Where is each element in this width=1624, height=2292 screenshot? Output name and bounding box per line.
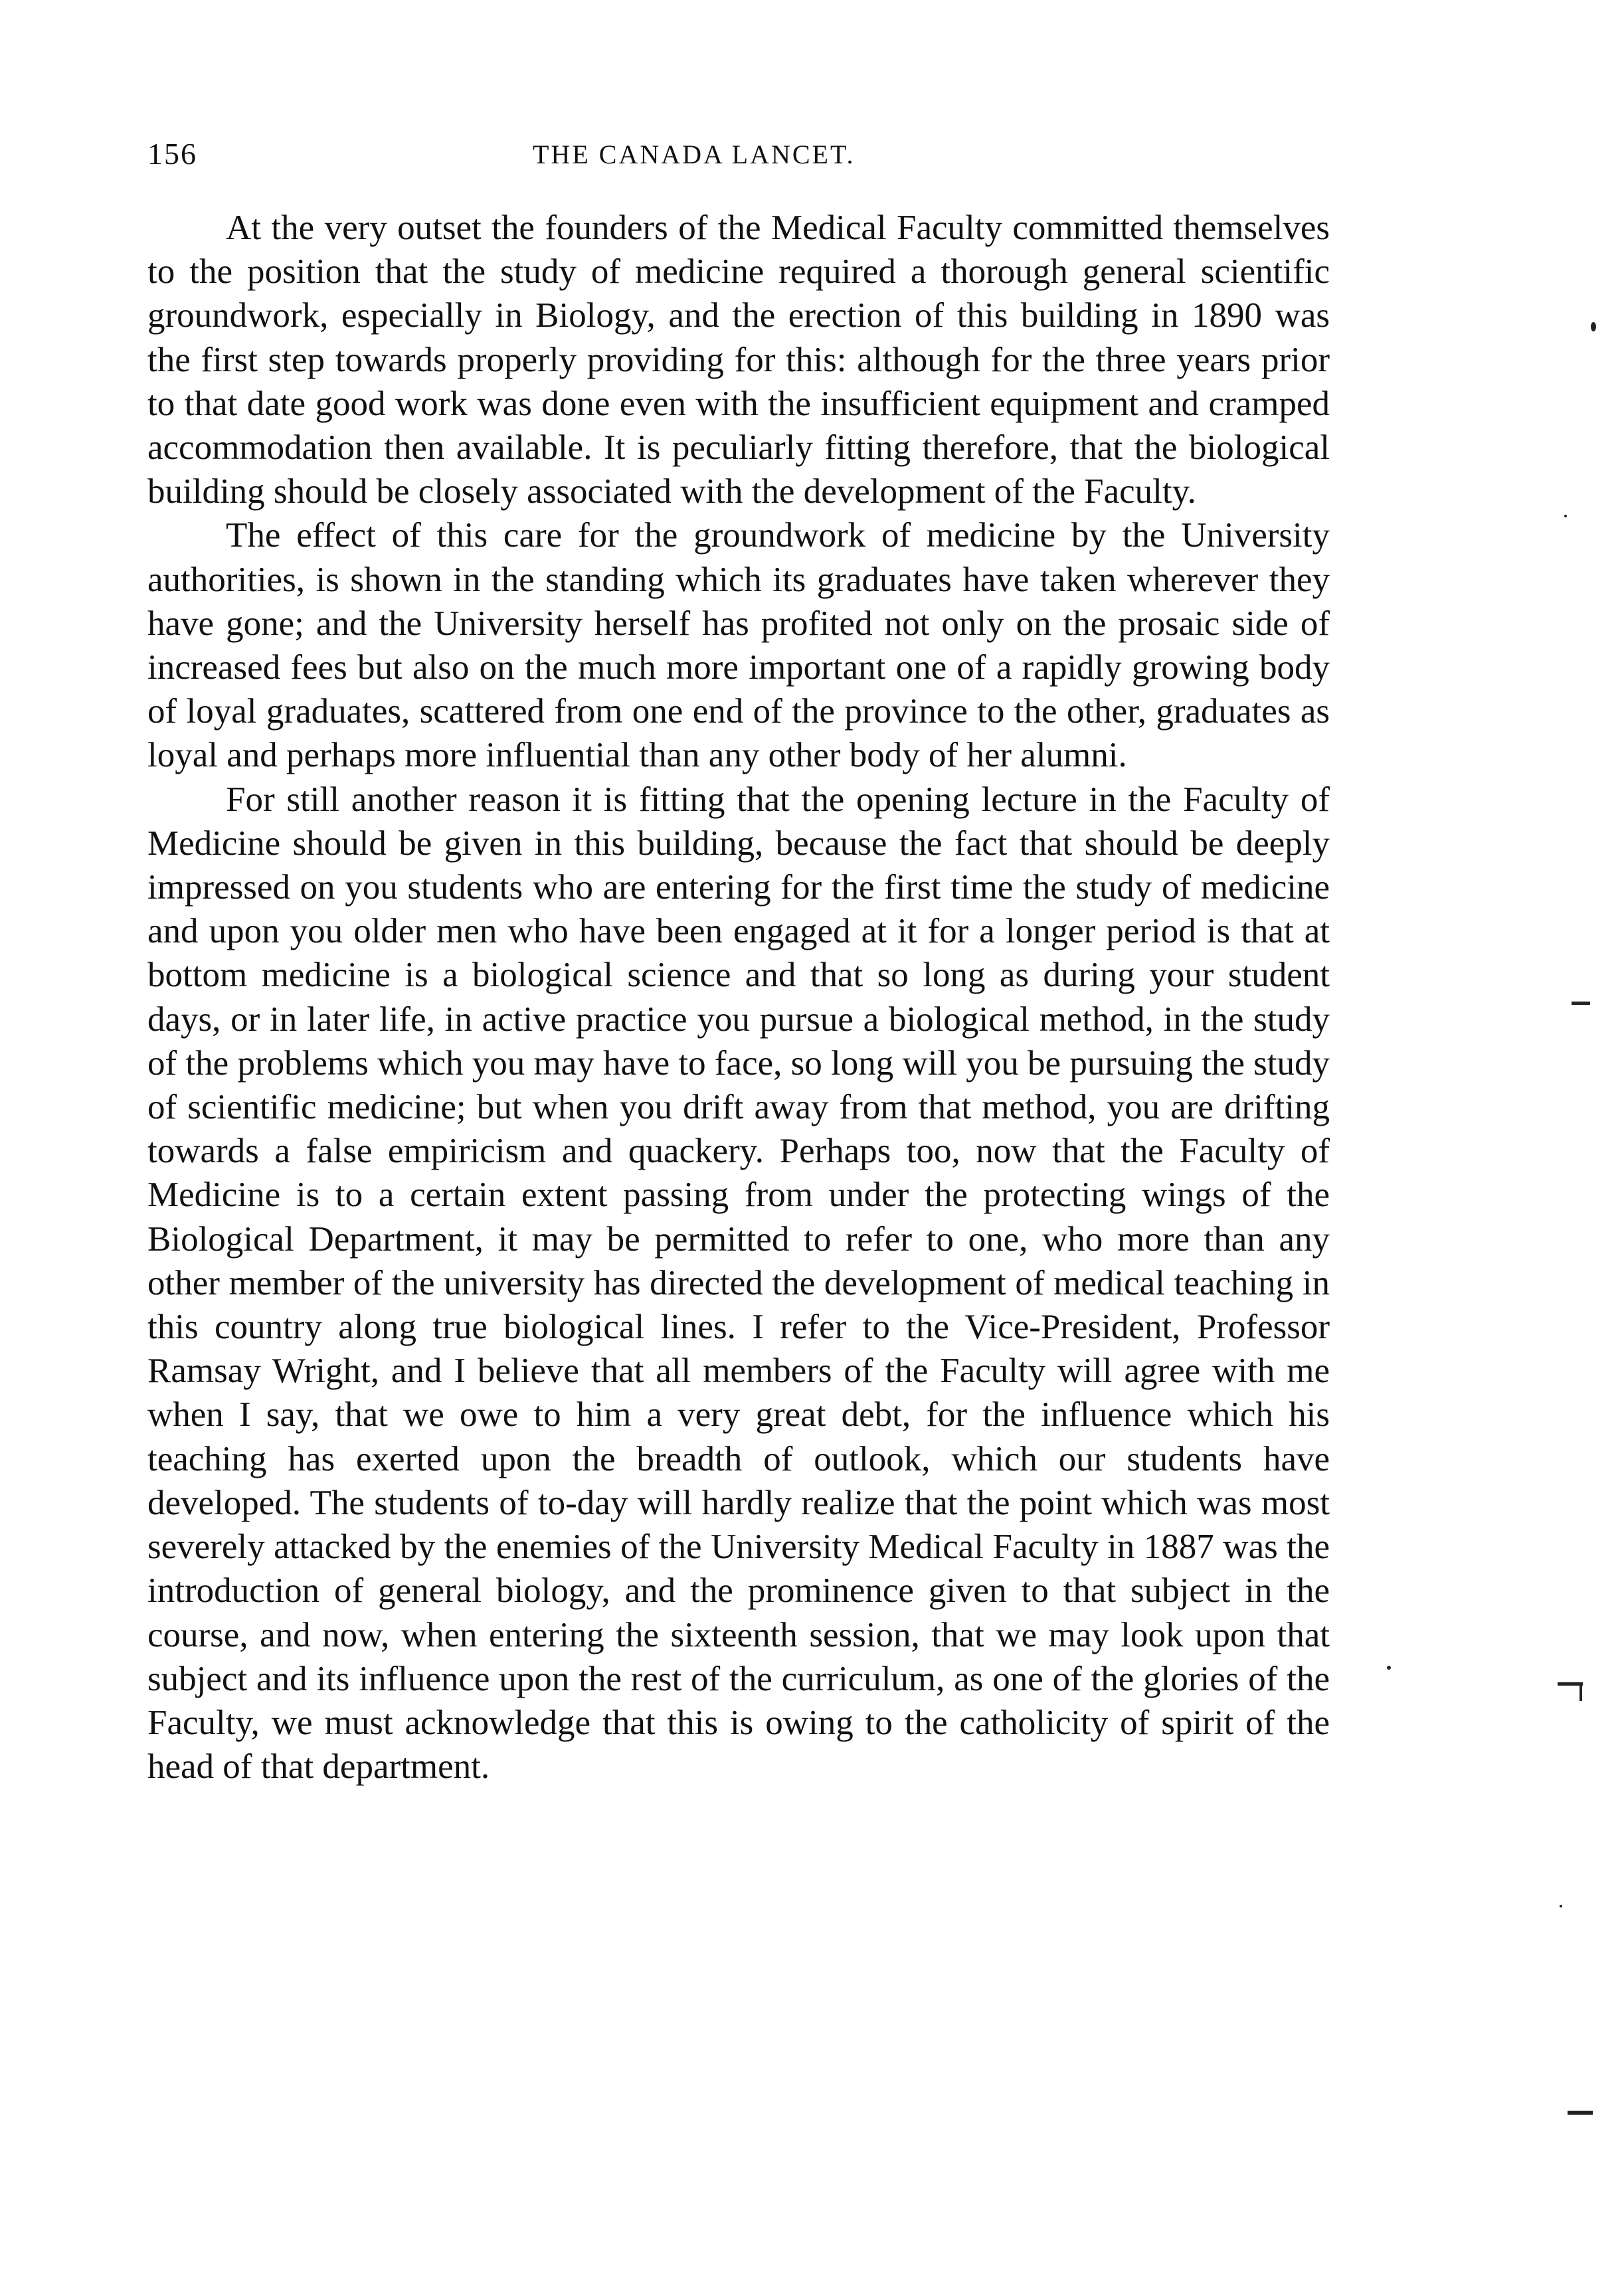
page-header: [147, 136, 1330, 176]
paragraph: The effect of this care for the groundwork of medicine by the University authorities, is shown in the standing which its graduates have taken wherever they have gone; and the University herself has profited not only on the prosaic side of increased fees but also on the much more important one of a rapidly growing body of loyal graduates, scattered from one end of the province to the other, graduates as loyal and perhaps more influential than any other body of her alumni.: [147, 516, 1330, 775]
margin-speck: [1560, 1905, 1562, 1907]
margin-speck: [1579, 1682, 1582, 1701]
paragraph: For still another reason it is fitting that the opening lecture in the Faculty of Medicine should be given in this building, because the fact that should be deeply impressed on you students who are entering for the first time the study of medicine and upon you older men who have been engaged at it for a longer period is that at bottom medicine is a biological science and that so long as during your student days, or in later life, in active practice you pursue a biological method, in the study of the problems which you may have to face, so long will you be pursuing the study of scientific medicine; but when you drift away from that method, you are drifting towards a false empiricism and quackery. Perhaps too, now that the Faculty of Medicine is to a certain extent passing from under the protecting wings of the Biological Department, it may be permitted to refer to one, who more than any other member of the university has directed the development of medical teaching in this country along true biological lines. I refer to the Vice-President, Professor Ramsay Wright, and I believe that all members of the Faculty will agree with me when I say, that we owe to him a very great debt, for the influence which his teaching has exerted upon the breadth of outlook, which our students have developed. The students of to-day will hardly realize that the point which was most severely attacked by the enemies of the University Medical Faculty in 1887 was the introduction of general biology, and the prominence given to that subject in the course, and now, when entering the sixteenth session, that we may look upon that subject and its influence upon the rest of the curriculum, as one of the glories of the Faculty, we must acknowledge that this is owing to the catholicity of spirit of the head of that department.: [147, 780, 1330, 1787]
running-head: THE CANADA LANCET.: [533, 139, 856, 169]
margin-speck: [1564, 515, 1567, 517]
margin-speck: [1568, 2111, 1593, 2115]
page-number: 156: [147, 137, 197, 171]
margin-speck: [1572, 1002, 1590, 1005]
paragraph: At the very outset the founders of the Medical Faculty committed themselves to the position that the study of medicine required a thorough general scientific groundwork, especially in Biology, and the erection of this building in 1890 was the first step towards properly providing for this: although for the three years prior to that date good work was done even with the insufficient equipment and cramped accommodation then available. It is peculiarly fitting therefore, that the biological building should be closely associated with the development of the Faculty.: [147, 209, 1330, 511]
body-text: [147, 206, 1330, 1789]
margin-speck: [1387, 1666, 1391, 1670]
margin-speck: [1591, 322, 1596, 331]
